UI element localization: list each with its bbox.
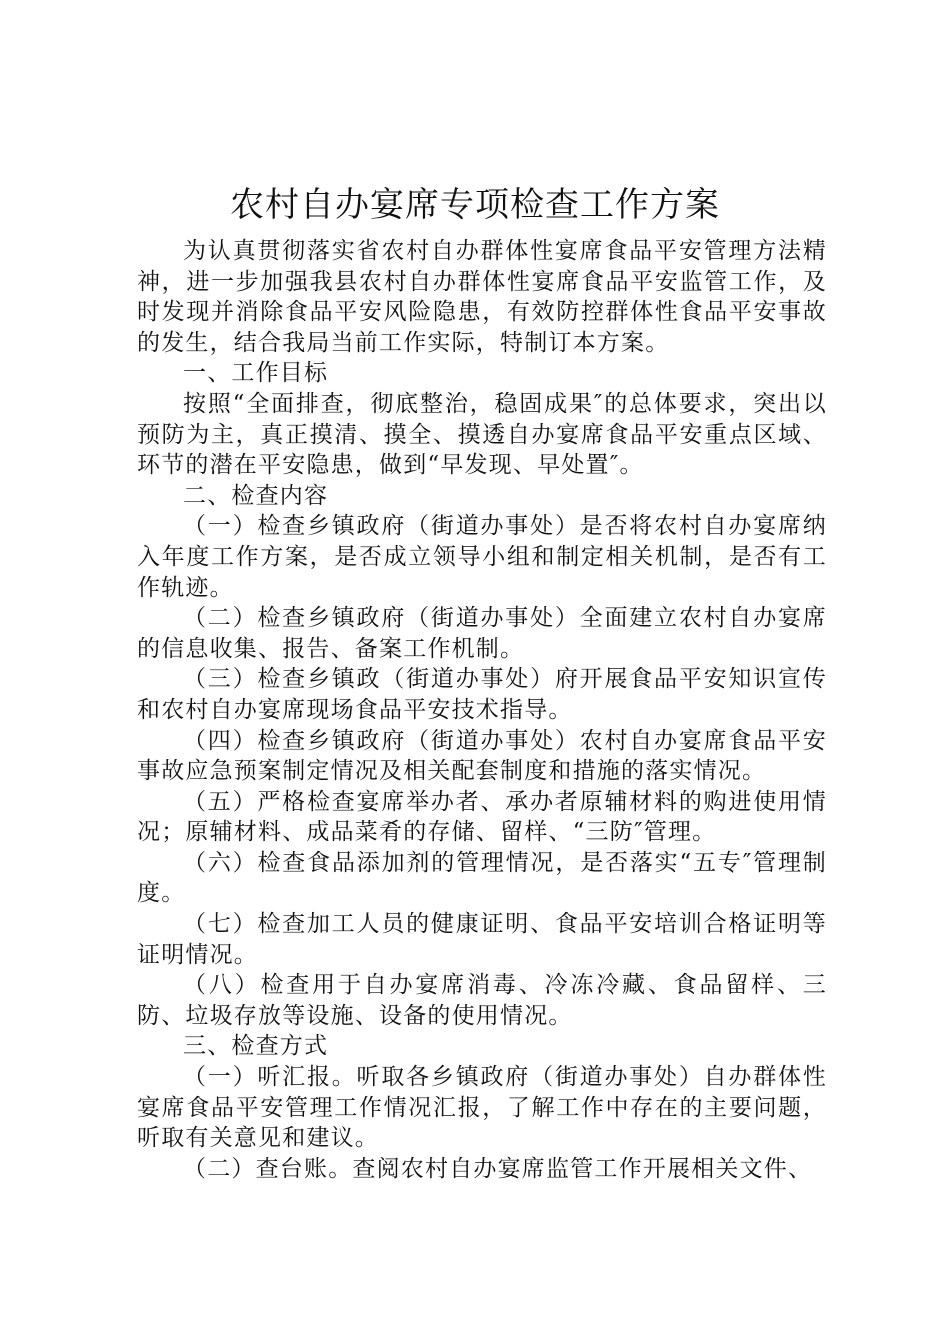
- paragraph-item-2: （二）检查乡镇政府（街道办事处）全面建立农村自办宴席的信息收集、报告、备案工作机制。: [137, 605, 827, 662]
- paragraph-goals: 按照“全面排查，彻底整治，稳固成果″的总体要求，突出以预防为主，真正摸清、摸全、摸透自办宴席食品平安重点区域、环节的潜在平安隐患，做到“早发现、早处置″。: [137, 390, 827, 479]
- section-heading-methods: 三、检查方式: [183, 1033, 329, 1060]
- paragraph-item-3: （三）检查乡镇政（街道办事处）府开展食品平安知识宣传和农村自办宴席现场食品平安技术指导。: [137, 666, 827, 723]
- section-heading-content: 二、检查内容: [183, 482, 329, 509]
- document-title: 农村自办宴席专项检查工作方案: [230, 185, 720, 225]
- paragraph-item-4: （四）检查乡镇政府（街道办事处）农村自办宴席食品平安事故应急预案制定情况及相关配套制度和措施的落实情况。: [137, 727, 827, 785]
- paragraph-item-1: （一）检查乡镇政府（街道办事处）是否将农村自办宴席纳入年度工作方案，是否成立领导小组和制定相关机制，是否有工作轨迹。: [137, 513, 827, 601]
- paragraph-item-8: （八）检查用于自办宴席消毒、冷冻冷藏、食品留样、三防、垃圾存放等设施、设备的使用情况。: [137, 972, 827, 1029]
- paragraph-method-1: （一）听汇报。听取各乡镇政府（街道办事处）自办群体性宴席食品平安管理工作情况汇报，了解工作中存在的主要问题，听取有关意见和建议。: [137, 1064, 827, 1152]
- paragraph-method-2: （二）查台账。查阅农村自办宴席监管工作开展相关文件、: [183, 1155, 813, 1182]
- paragraph-item-7: （七）检查加工人员的健康证明、食品平安培训合格证明等证明情况。: [137, 911, 827, 968]
- document-body: [137, 236, 827, 1184]
- paragraph-item-6: （六）检查食品添加剂的管理情况，是否落实“五专″管理制度。: [137, 849, 827, 907]
- section-heading-goals: 一、工作目标: [183, 360, 329, 387]
- paragraph-intro: 为认真贯彻落实省农村自办群体性宴席食品平安管理方法精神，进一步加强我县农村自办群体性宴席食品平安监管工作，及时发现并消除食品平安风险隐患，有效防控群体性食品平安事故的发生，结合我局当前工作实际，特制订本方案。: [137, 238, 827, 356]
- paragraph-item-5: （五）严格检查宴席举办者、承办者原辅材料的购进使用情况；原辅材料、成品菜肴的存储、留样、“三防″管理。: [137, 788, 827, 846]
